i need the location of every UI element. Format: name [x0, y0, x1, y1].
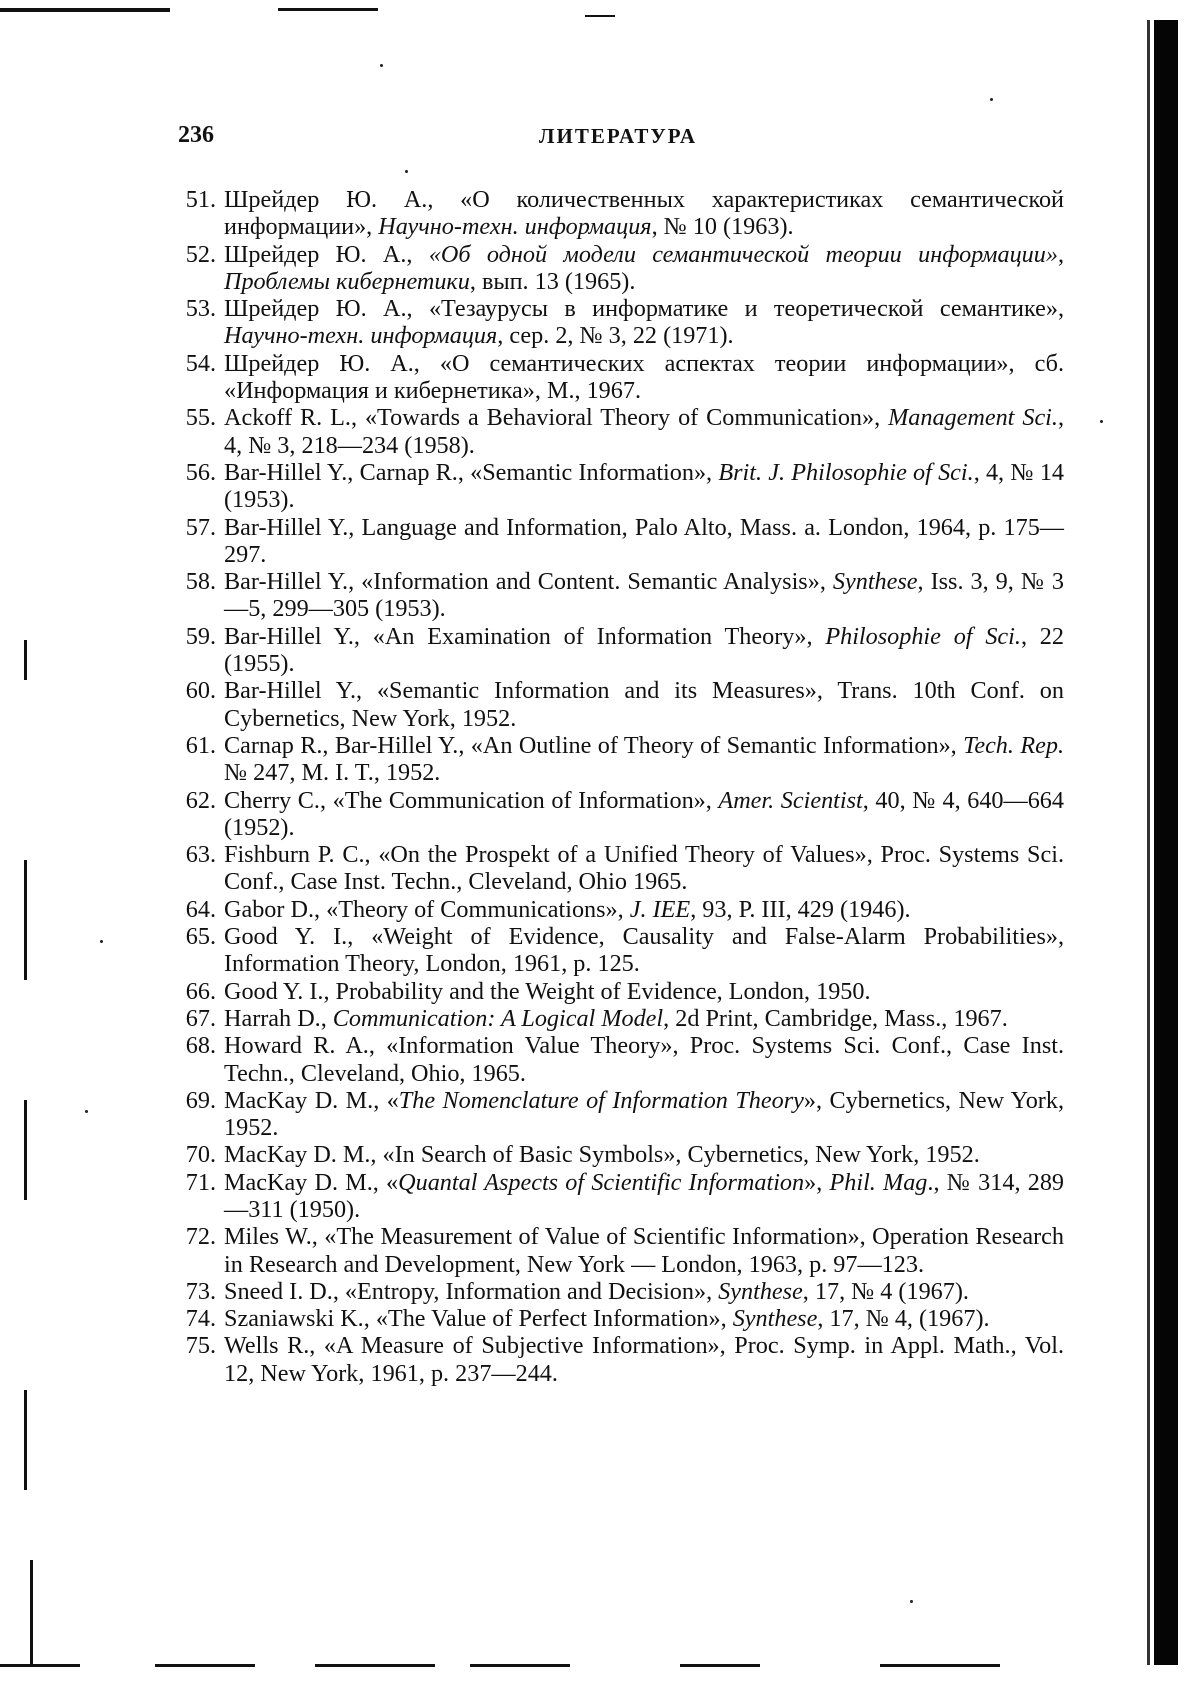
reference-italic-segment: Phil. Mag [829, 1168, 928, 1196]
reference-text [224, 978, 1064, 1005]
reference-text [224, 459, 1064, 514]
reference-segment: , 40, № 4, 640—664 (1952). [224, 786, 1064, 841]
reference-entry [168, 841, 1064, 896]
reference-number: 66. [185, 977, 216, 1005]
reference-entry [168, 1169, 1064, 1224]
reference-number: 57. [185, 513, 216, 541]
reference-segment: MacKay D. M., « [224, 1168, 399, 1196]
reference-segment: », [804, 1168, 830, 1196]
reference-segment: , № 10 (1963). [651, 213, 794, 241]
reference-entry [168, 350, 1064, 405]
scan-left-mark [24, 860, 27, 980]
scan-speck [85, 1110, 88, 1113]
reference-segment: Bar-Hillel Y., Carnap R., «Semantic Information», [224, 458, 719, 486]
reference-text [224, 787, 1064, 842]
reference-segment: MacKay D. M., « [224, 1086, 399, 1114]
reference-entry [168, 1278, 1064, 1305]
reference-italic-segment: Научно-техн. информация [378, 213, 652, 241]
reference-italic-segment: Tech. Rep. [963, 731, 1064, 759]
reference-entry [168, 1332, 1064, 1387]
reference-segment: Carnap R., Bar-Hillel Y., «An Outline of Theory of Semantic Information», [224, 731, 964, 759]
scan-bottom-mark [470, 1664, 570, 1667]
reference-entry [168, 1141, 1064, 1168]
reference-text [224, 1278, 1064, 1305]
reference-segment: , [1057, 240, 1064, 268]
reference-entry [168, 295, 1064, 350]
reference-segment: , Iss. 3, 9, № 3—5, 299—305 (1953). [224, 568, 1064, 623]
reference-segment: Bar-Hillel Y., «Information and Content. Semantic Analysis», [224, 568, 833, 596]
reference-number: 64. [185, 895, 216, 923]
scan-left-mark [24, 1100, 27, 1200]
reference-entry [168, 923, 1064, 978]
reference-segment: MacKay D. M., «In Search of Basic Symbols», Cybernetics, New York, 1952. [224, 1141, 980, 1169]
reference-number: 68. [185, 1032, 216, 1060]
scan-bottom-mark [155, 1664, 255, 1667]
reference-text [224, 623, 1064, 678]
reference-number: 54. [185, 349, 216, 377]
reference-italic-segment: Amer. Scientist [718, 786, 863, 814]
reference-segment: Шрейдер Ю. А., [224, 240, 429, 268]
reference-italic-segment: Synthese [718, 1277, 803, 1305]
reference-number: 75. [185, 1332, 216, 1360]
reference-italic-segment: Научно-техн. информация [224, 322, 498, 350]
reference-entry [168, 978, 1064, 1005]
page-header [178, 122, 1058, 156]
reference-number: 59. [185, 622, 216, 650]
reference-number: 65. [185, 923, 216, 951]
reference-italic-segment: Philosophie of Sci. [825, 622, 1021, 650]
reference-segment: », Cybernetics, New York, 1952. [224, 1086, 1065, 1142]
reference-entry [168, 896, 1064, 923]
reference-number: 61. [185, 731, 216, 759]
reference-number: 62. [185, 786, 216, 814]
scan-bottom-mark [880, 1664, 1000, 1667]
reference-text [224, 732, 1064, 787]
reference-text [224, 1332, 1064, 1387]
reference-segment: , 17, № 4 (1967). [802, 1277, 969, 1305]
scan-left-mark [24, 1390, 27, 1490]
reference-entry [168, 404, 1064, 459]
reference-text [224, 1223, 1064, 1278]
scan-speck [405, 170, 408, 173]
reference-list [168, 186, 1064, 1387]
reference-number: 74. [185, 1305, 216, 1333]
scan-top-mark [278, 8, 378, 11]
reference-entry [168, 514, 1064, 569]
reference-number: 58. [185, 568, 216, 596]
reference-number: 70. [185, 1141, 216, 1169]
reference-italic-segment: «Об одной модели семантической теории информации» [428, 240, 1058, 268]
reference-text [224, 241, 1064, 296]
scan-top-mark [585, 15, 615, 17]
reference-segment: Wells R., «A Measure of Subjective Information», Proc. Symp. in Appl. Math., Vol. 12, New York, 1961, p. 237—244. [224, 1332, 1064, 1387]
scan-top-mark [0, 8, 170, 12]
reference-segment: , 17, № 4, (1967). [817, 1305, 990, 1333]
reference-italic-segment: The Nomenclature of Information Theory [398, 1086, 804, 1114]
reference-text [224, 1087, 1064, 1142]
scan-bottom-mark [680, 1664, 760, 1667]
reference-number: 69. [185, 1086, 216, 1114]
reference-text [224, 923, 1064, 978]
reference-segment: Ackoff R. L., «Towards a Behavioral Theory of Communication», [224, 404, 889, 432]
reference-number: 71. [185, 1168, 216, 1196]
scan-bottom-mark [0, 1664, 80, 1667]
reference-italic-segment: Synthese [832, 568, 918, 596]
scan-left-mark [30, 1560, 33, 1665]
reference-entry [168, 1223, 1064, 1278]
scan-edge-line [1147, 20, 1150, 1665]
reference-text [224, 1169, 1064, 1224]
reference-entry [168, 1032, 1064, 1087]
reference-segment: , сер. 2, № 3, 22 (1971). [497, 322, 734, 350]
reference-segment: ., № 314, 289—311 (1950). [224, 1168, 1065, 1223]
reference-italic-segment: Brit. J. Philosophie of Sci. [718, 458, 974, 486]
reference-number: 72. [185, 1223, 216, 1251]
running-title: ЛИТЕРАТУРА [538, 124, 698, 148]
reference-text [224, 295, 1064, 350]
reference-italic-segment: J. IEE [629, 895, 691, 923]
reference-text [224, 186, 1064, 241]
reference-entry [168, 732, 1064, 787]
reference-segment: Good Y. I., Probability and the Weight of Evidence, London, 1950. [224, 977, 871, 1005]
reference-entry [168, 623, 1064, 678]
reference-entry [168, 1005, 1064, 1032]
reference-segment: Howard R. A., «Information Value Theory», Proc. Systems Sci. Conf., Case Inst. Techn., Cleveland, Ohio, 1965. [224, 1032, 1064, 1087]
reference-entry [168, 186, 1064, 241]
reference-entry [168, 459, 1064, 514]
reference-number: 56. [185, 458, 216, 486]
reference-number: 67. [185, 1004, 216, 1032]
reference-segment: Bar-Hillel Y., «Semantic Information and its Measures», Trans. 10th Conf. on Cybernetics, New York, 1952. [224, 677, 1064, 732]
reference-text [224, 841, 1064, 896]
reference-entry [168, 1087, 1064, 1142]
page-number: 236 [178, 122, 214, 148]
reference-italic-segment: Проблемы кибернетики [224, 267, 470, 295]
reference-segment: Fishburn P. C., «On the Prospekt of a Unified Theory of Values», Proc. Systems Sci. Conf., Case Inst. Techn., Cleveland, Ohio 1965. [224, 841, 1064, 896]
reference-italic-segment: Management Sci. [888, 404, 1058, 432]
reference-segment: Miles W., «The Measurement of Value of Scientific Information», Operation Research in Research and Development, New York — London, 1963, p. 97—123. [224, 1223, 1064, 1278]
reference-segment: Szaniawski K., «The Value of Perfect Information», [224, 1305, 733, 1333]
reference-segment: № 247, M. I. T., 1952. [224, 759, 441, 787]
reference-text [224, 350, 1064, 405]
scan-speck [380, 64, 383, 67]
reference-italic-segment: Synthese [732, 1305, 818, 1333]
reference-text [224, 404, 1064, 459]
reference-entry [168, 568, 1064, 623]
reference-segment: Cherry C., «The Communication of Information», [224, 786, 719, 814]
reference-text [224, 514, 1064, 569]
reference-segment: , 93, P. III, 429 (1946). [690, 895, 911, 923]
reference-segment: , 2d Print, Cambridge, Mass., 1967. [663, 1004, 1008, 1032]
reference-number: 52. [185, 240, 216, 268]
reference-segment: Harrah D., [224, 1004, 333, 1032]
reference-segment: Sneed I. D., «Entropy, Information and Decision», [224, 1277, 719, 1305]
reference-number: 51. [185, 186, 216, 213]
reference-segment: Шрейдер Ю. А., «О семантических аспектах теории информации», сб. «Информация и кибернетика», М., 1967. [224, 349, 1064, 405]
scan-edge-shadow [1154, 20, 1178, 1665]
reference-entry [168, 241, 1064, 296]
reference-number: 55. [185, 404, 216, 432]
reference-segment: Bar-Hillel Y., Language and Information, Palo Alto, Mass. a. London, 1964, p. 175—297. [224, 513, 1064, 568]
reference-text [224, 1032, 1064, 1087]
scan-speck [1100, 420, 1103, 423]
reference-text [224, 1305, 1064, 1332]
scan-speck [910, 1600, 913, 1603]
reference-text [224, 568, 1064, 623]
reference-number: 63. [185, 841, 216, 869]
reference-segment: Шрейдер Ю. А., «Тезаурусы в информатике и теоретической семантике», [224, 295, 1064, 323]
reference-number: 73. [185, 1277, 216, 1305]
reference-text [224, 1005, 1064, 1032]
scan-speck [100, 940, 103, 943]
reference-segment: Gabor D., «Theory of Communications», [224, 895, 630, 923]
reference-segment: Bar-Hillel Y., «An Examination of Information Theory», [224, 622, 826, 650]
reference-text [224, 1141, 1064, 1168]
scan-speck [990, 98, 993, 101]
reference-segment: , вып. 13 (1965). [469, 267, 636, 295]
reference-entry [168, 1305, 1064, 1332]
reference-number: 60. [185, 677, 216, 705]
reference-text [224, 896, 1064, 923]
reference-entry [168, 677, 1064, 732]
reference-segment: , 22 (1955). [224, 622, 1064, 678]
reference-entry [168, 787, 1064, 842]
reference-segment: , 4, № 14 (1953). [224, 458, 1065, 514]
reference-italic-segment: Communication: A Logical Model [332, 1004, 664, 1032]
scan-left-mark [24, 640, 27, 680]
reference-segment: , 4, № 3, 218—234 (1958). [224, 404, 1064, 459]
reference-segment: Шрейдер Ю. А., «О количественных характеристиках семантической информации», [224, 186, 1064, 241]
reference-segment: Good Y. I., «Weight of Evidence, Causality and False-Alarm Probabilities», Information Theory, London, 1961, p. 125. [224, 923, 1064, 978]
reference-text [224, 677, 1064, 732]
scan-bottom-mark [315, 1664, 435, 1667]
reference-italic-segment: Quantal Aspects of Scientific Information [398, 1168, 805, 1196]
reference-number: 53. [185, 295, 216, 323]
